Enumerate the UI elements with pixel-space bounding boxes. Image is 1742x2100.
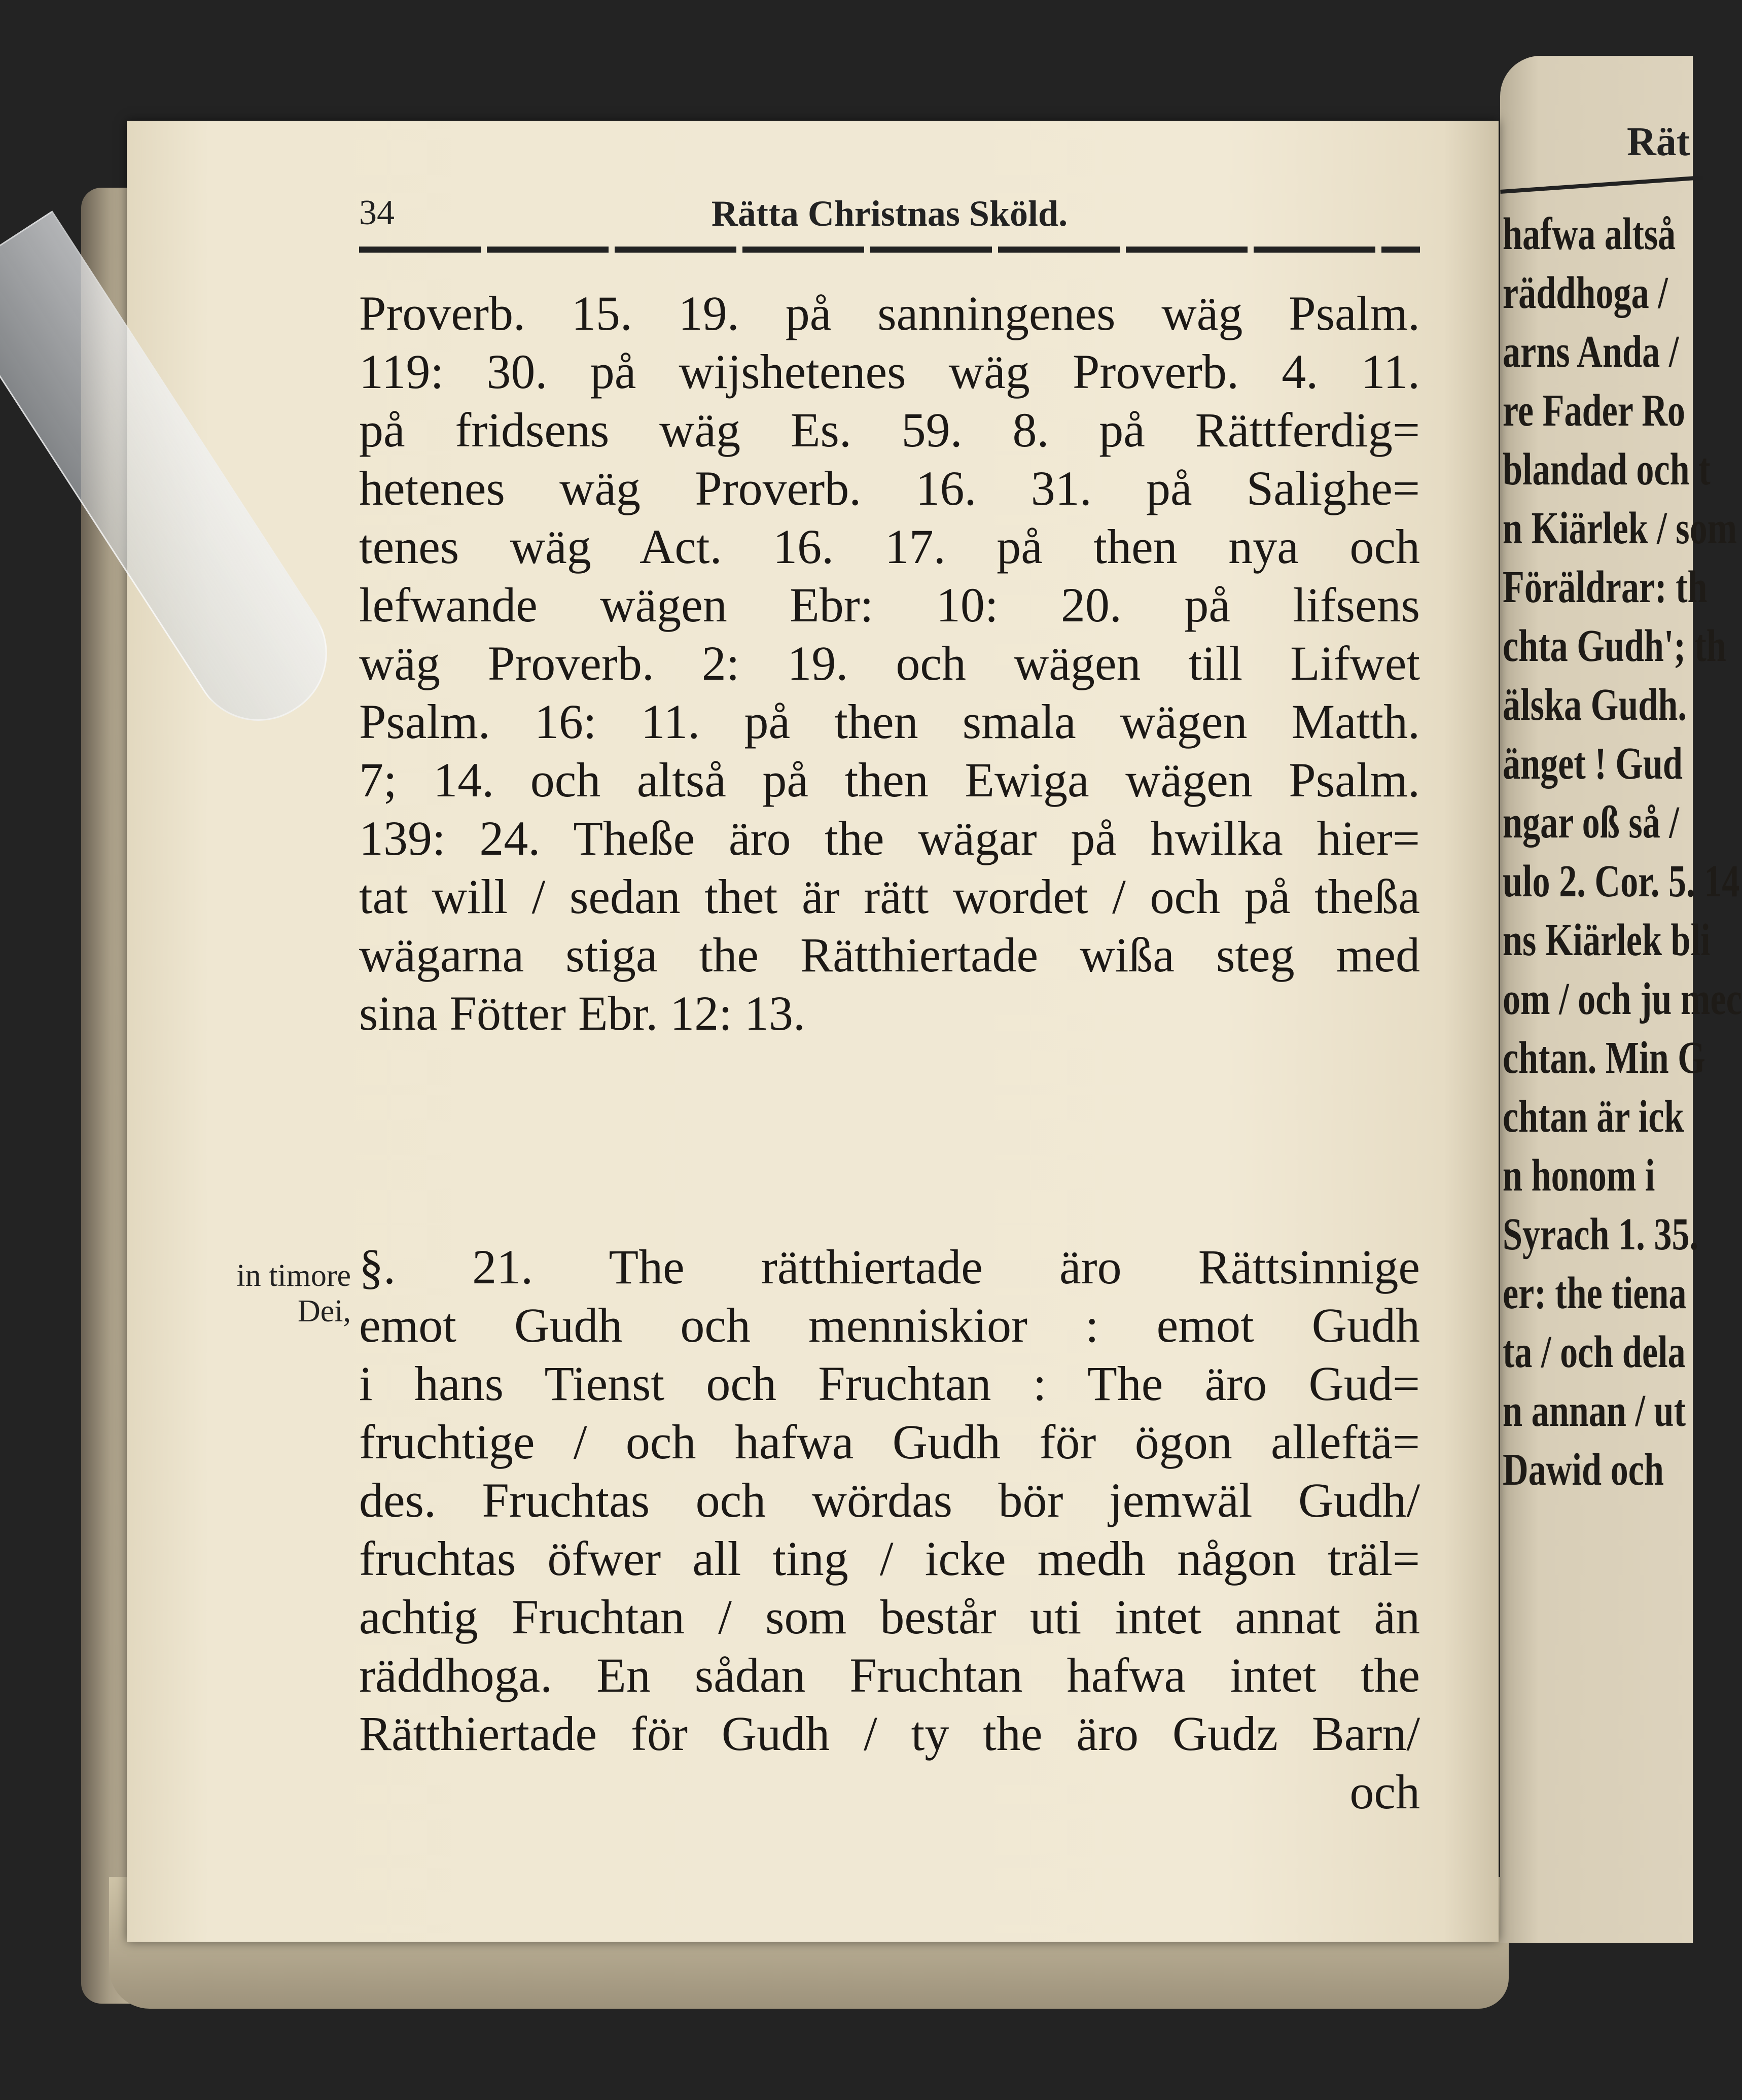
text-line: wäg Proverb. 2: 19. och wägen till Lifwet bbox=[359, 636, 1420, 690]
facing-text-line: ns Kiärlek bli bbox=[1503, 915, 1711, 965]
facing-text-line: älska Gudh. bbox=[1503, 680, 1687, 730]
text-line: 139: 24. Theße äro the wägar på hwilka hier= bbox=[359, 811, 1420, 865]
text-line: des. Fruchtas och wördas bör jemwäl Gudh/ bbox=[359, 1473, 1420, 1527]
facing-text-line: ngar oß så / bbox=[1503, 797, 1679, 848]
facing-text-line: ulo 2. Cor. 5. 14 bbox=[1503, 856, 1740, 906]
text-line: achtig Fruchtan / som består uti intet annat än bbox=[359, 1590, 1420, 1644]
facing-text-line: hafwa altså bbox=[1503, 209, 1676, 259]
text-line: och bbox=[1349, 1765, 1420, 1819]
paragraph-1 bbox=[359, 284, 1420, 1042]
facing-text-line: räddhoga / bbox=[1503, 268, 1668, 318]
facing-text-line: änget ! Gud bbox=[1503, 739, 1683, 789]
facing-text-line: n honom i bbox=[1503, 1150, 1655, 1201]
facing-text-line: blandad och t bbox=[1503, 444, 1711, 495]
facing-text-line: re Fader Ro bbox=[1503, 386, 1686, 436]
facing-text-line: Syrach 1. 35. bbox=[1503, 1209, 1699, 1259]
facing-header-rule bbox=[1500, 176, 1703, 194]
text-line: Psalm. 16: 11. på then smala wägen Matth. bbox=[359, 694, 1420, 749]
text-line: 7; 14. och altså på then Ewiga wägen Psalm. bbox=[359, 753, 1420, 807]
facing-text-line: chta Gudh'; th bbox=[1503, 621, 1726, 671]
page-number: 34 bbox=[359, 193, 395, 232]
facing-text-line: n Kiärlek / som bbox=[1503, 503, 1737, 553]
text-line: på fridsens wäg Es. 59. 8. på Rättferdig= bbox=[359, 403, 1420, 457]
facing-text-line: n annan / ut bbox=[1503, 1386, 1686, 1436]
text-line: §. 21. The rätthiertade äro Rättsinnige bbox=[359, 1240, 1420, 1294]
text-line: sina Fötter Ebr. 12: 13. bbox=[359, 986, 805, 1040]
text-line: Proverb. 15. 19. på sanningenes wäg Psalm. bbox=[359, 286, 1420, 340]
facing-running-title: Rät bbox=[1627, 120, 1690, 164]
facing-page bbox=[1500, 56, 1742, 1943]
facing-text-line: Föräldrar: th bbox=[1503, 562, 1708, 612]
text-line: tat will / sedan thet är rätt wordet / och på theßa bbox=[359, 869, 1420, 924]
facing-text-line: chtan. Min G bbox=[1503, 1033, 1705, 1083]
text-line: lefwande wägen Ebr: 10: 20. på lifsens bbox=[359, 578, 1420, 632]
facing-text-line: Dawid och bbox=[1503, 1445, 1664, 1495]
margin-note-line: Dei, bbox=[297, 1294, 351, 1328]
text-line: fruchtige / och hafwa Gudh för ögon alleftä= bbox=[359, 1415, 1420, 1469]
page-header bbox=[359, 193, 1420, 233]
paragraph-2 bbox=[359, 1238, 1420, 1821]
text-line: räddhoga. En sådan Fruchtan hafwa intet the bbox=[359, 1648, 1420, 1702]
margin-note-line: in timore bbox=[236, 1258, 351, 1293]
text-line: wägarna stiga the Rätthiertade wißa steg med bbox=[359, 928, 1420, 982]
text-line: i hans Tienst och Fruchtan : The äro Gud= bbox=[359, 1356, 1420, 1411]
running-title: Rätta Christnas Sköld. bbox=[711, 193, 1068, 234]
text-line: fruchtas öfwer all ting / icke medh någon träl= bbox=[359, 1531, 1420, 1586]
facing-text-line: chtan är ick bbox=[1503, 1092, 1684, 1142]
facing-text-line: om / och ju mec bbox=[1503, 974, 1742, 1024]
header-rule bbox=[359, 247, 1420, 253]
facing-text-line: er: the tiena bbox=[1503, 1268, 1687, 1318]
text-line: emot Gudh och menniskior : emot Gudh bbox=[359, 1298, 1420, 1352]
text-line: Rätthiertade för Gudh / ty the äro Gudz Barn/ bbox=[359, 1706, 1420, 1761]
text-line: 119: 30. på wijshetenes wäg Proverb. 4. 11. bbox=[359, 344, 1420, 399]
text-line: hetenes wäg Proverb. 16. 31. på Salighe= bbox=[359, 461, 1420, 515]
facing-text-line: arns Anda / bbox=[1503, 327, 1679, 377]
text-line: tenes wäg Act. 16. 17. på then nya och bbox=[359, 519, 1420, 574]
margin-note bbox=[189, 1258, 351, 1329]
facing-text-line: ta / och dela bbox=[1503, 1327, 1686, 1377]
